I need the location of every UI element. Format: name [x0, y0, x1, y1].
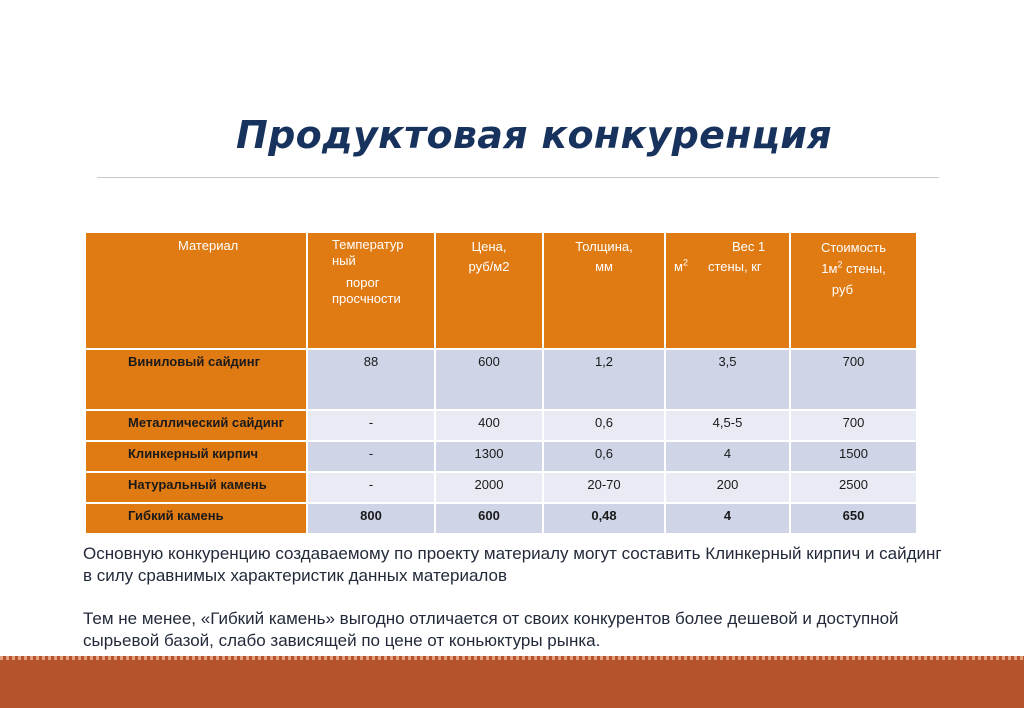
cell-price: 1300: [435, 441, 543, 472]
cell-weight: 4,5-5: [665, 410, 790, 441]
cell-thickness: 0,48: [543, 503, 665, 534]
cell-threshold: -: [307, 472, 435, 503]
cell-cost: 1500: [790, 441, 917, 472]
page-title: Продуктовая конкуренция: [236, 113, 832, 157]
cell-cost: 2500: [790, 472, 917, 503]
table-row: [85, 349, 917, 410]
cell-cost: 650: [790, 503, 917, 534]
header-threshold: Температур ный порог просчности: [307, 232, 435, 349]
row-material-name: Виниловый сайдинг: [85, 349, 307, 410]
cell-price: 2000: [435, 472, 543, 503]
cell-threshold: 88: [307, 349, 435, 410]
cell-weight: 4: [665, 441, 790, 472]
table-row: [85, 410, 917, 441]
cell-weight: 3,5: [665, 349, 790, 410]
paragraph-competition: Основную конкуренцию создаваемому по проекту материалу могут составить Клинкерный кирпич и сайдинг в силу сравнимых характеристик данных материалов: [83, 544, 942, 585]
cell-cost: 700: [790, 410, 917, 441]
footer-bar: [0, 656, 1024, 708]
cell-price: 400: [435, 410, 543, 441]
table-row: [85, 503, 917, 534]
cell-threshold: 800: [307, 503, 435, 534]
row-material-name: Натуральный камень: [85, 472, 307, 503]
cell-price: 600: [435, 503, 543, 534]
cell-thickness: 20-70: [543, 472, 665, 503]
row-material-name: Гибкий камень: [85, 503, 307, 534]
cell-thickness: 0,6: [543, 410, 665, 441]
cell-threshold: -: [307, 410, 435, 441]
cell-thickness: 0,6: [543, 441, 665, 472]
cell-weight: 200: [665, 472, 790, 503]
header-cost: Стоимость $1м^2$ стены, руб: [790, 232, 917, 349]
row-material-name: Металлический сайдинг: [85, 410, 307, 441]
table-header-row: [85, 232, 917, 349]
row-material-name: Клинкерный кирпич: [85, 441, 307, 472]
title-divider: [97, 177, 939, 178]
table-row: [85, 472, 917, 503]
comparison-table: [84, 231, 918, 535]
cell-weight: 4: [665, 503, 790, 534]
header-material: Материал: [85, 232, 307, 349]
header-weight: Вес 1 $м^2$ стены, кг: [665, 232, 790, 349]
footer-stripe: [0, 656, 1024, 660]
cell-cost: 700: [790, 349, 917, 410]
paragraph-advantage: Тем не менее, «Гибкий камень» выгодно отличается от своих конкурентов более дешевой и доступной сырьевой базой, слабо зависящей по цене от коньюктуры рынка.: [83, 609, 899, 650]
cell-thickness: 1,2: [543, 349, 665, 410]
header-price: Цена, руб/м2: [435, 232, 543, 349]
table-row: [85, 441, 917, 472]
header-thickness: Толщина, мм: [543, 232, 665, 349]
cell-price: 600: [435, 349, 543, 410]
cell-threshold: -: [307, 441, 435, 472]
